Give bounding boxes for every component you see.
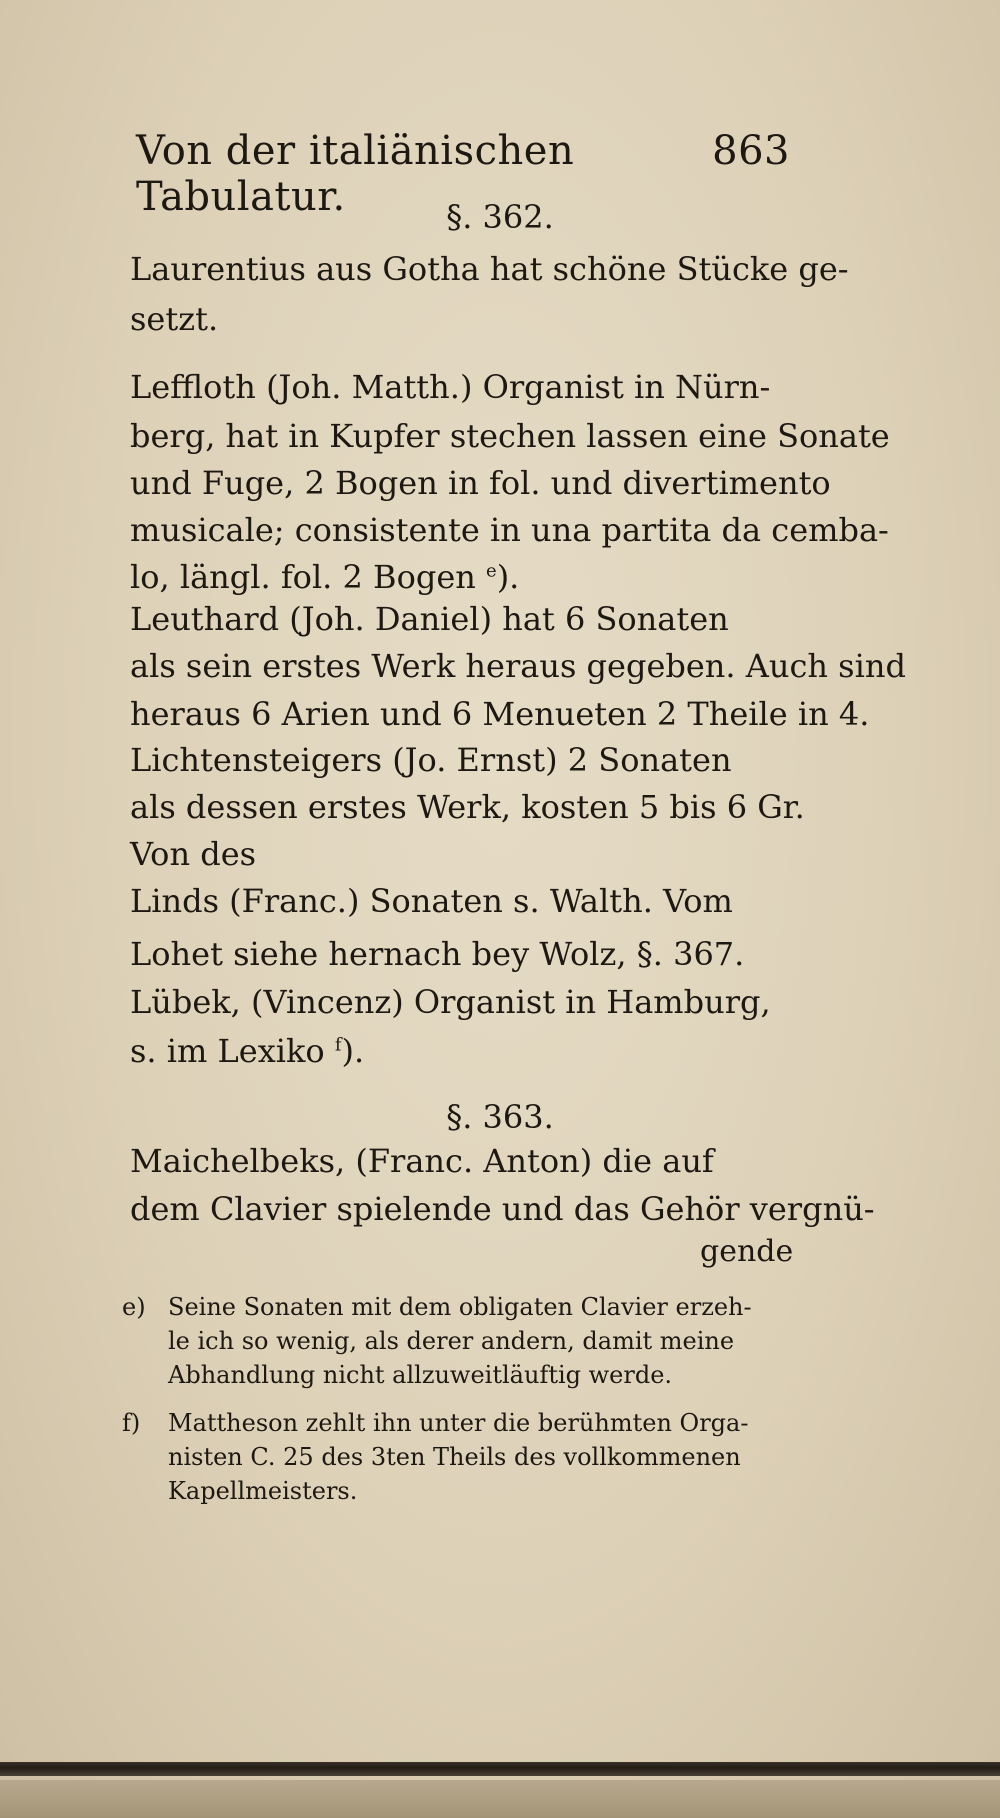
entry-maichelbek: Maichelbeks, (Franc. Anton) die auf — [130, 1142, 714, 1180]
text-line: musicale; consistente in una partita da cemba- — [130, 511, 889, 549]
entry-leuthard: Leuthard (Joh. Daniel) hat 6 Sonaten — [130, 600, 729, 638]
binding-edge-rule — [0, 1762, 1000, 1776]
text-line — [130, 1032, 790, 1070]
section-362-heading: §. 362. — [446, 198, 554, 236]
text-line: und Fuge, 2 Bogen in fol. und divertimento — [130, 464, 831, 502]
binding-edge-strip — [0, 1780, 1000, 1818]
footnote-ref-f: f — [334, 1034, 342, 1056]
footnote-line: Abhandlung nicht allzuweitläuftig werde. — [168, 1361, 673, 1389]
footnote-ref-close: ). — [341, 1032, 365, 1070]
running-title: Von der italiänischen Tabulatur. — [136, 128, 575, 220]
entry-linds: Linds (Franc.) Sonaten s. Walth. Vom — [130, 882, 733, 920]
footnote-line: nisten C. 25 des 3ten Theils des vollkommenen — [168, 1443, 741, 1471]
footnote-line: Mattheson zehlt ihn unter die berühmten Orga- — [168, 1409, 749, 1437]
text-segment: s. im Lexiko — [130, 1032, 325, 1070]
text-line: Laurentius aus Gotha hat schöne Stücke ge- — [130, 250, 849, 288]
text-line: Von des — [130, 835, 257, 873]
footnote-e-marker: e) — [122, 1293, 146, 1321]
entry-leffloth: Leffloth (Joh. Matth.) Organist in Nürn- — [130, 368, 771, 406]
text-line: dem Clavier spielende und das Gehör vergnü- — [130, 1190, 875, 1228]
footnote-f-marker: f) — [122, 1409, 141, 1437]
page-number: 863 — [712, 128, 790, 174]
footnote-line: Kapellmeisters. — [168, 1477, 358, 1505]
text-line: heraus 6 Arien und 6 Menueten 2 Theile in 4. — [130, 695, 870, 733]
entry-lohet: Lohet siehe hernach bey Wolz, §. 367. — [130, 935, 745, 973]
text-line — [130, 558, 790, 596]
catchword: gende — [700, 1234, 794, 1269]
text-line: berg, hat in Kupfer stechen lassen eine Sonate — [130, 417, 890, 455]
footnote-line: le ich so wenig, als derer andern, damit meine — [168, 1327, 735, 1355]
section-363-heading: §. 363. — [446, 1098, 554, 1136]
entry-luebek: Lübek, (Vincenz) Organist in Hamburg, — [130, 983, 771, 1021]
footnote-ref-e: e — [486, 560, 497, 582]
footnote-ref-close: ). — [496, 558, 520, 596]
text-line: als sein erstes Werk heraus gegeben. Auch sind — [130, 647, 906, 685]
text-line: als dessen erstes Werk, kosten 5 bis 6 Gr. — [130, 788, 805, 826]
footnote-line: Seine Sonaten mit dem obligaten Clavier erzeh- — [168, 1293, 752, 1321]
entry-lichtensteiger: Lichtensteigers (Jo. Ernst) 2 Sonaten — [130, 741, 732, 779]
text-segment: lo, längl. fol. 2 Bogen — [130, 558, 476, 596]
text-line: setzt. — [130, 300, 219, 338]
